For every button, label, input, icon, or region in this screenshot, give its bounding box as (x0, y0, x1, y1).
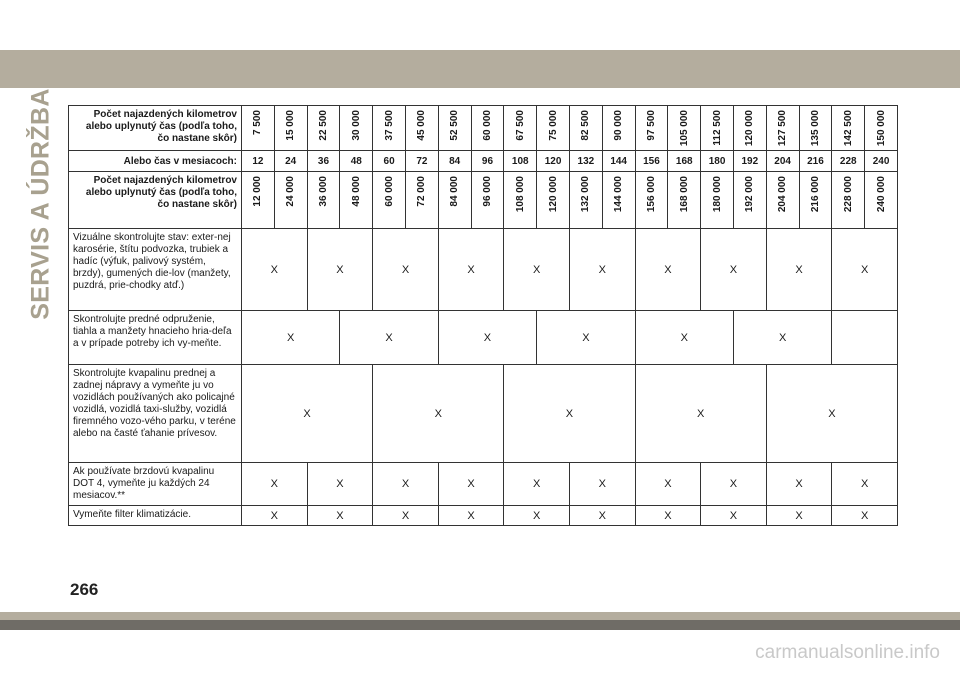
service-mark: X (569, 506, 635, 526)
service-mark: X (242, 365, 373, 463)
km-value: 22 500 (317, 110, 329, 141)
section-title-text: SERVIS A ÚDRŽBA (26, 88, 55, 320)
month-value: 156 (635, 151, 668, 172)
service-mark: X (242, 506, 308, 526)
month-value: 12 (242, 151, 275, 172)
empty-cell (832, 311, 898, 365)
footer-dark-bar (0, 620, 960, 630)
month-value: 36 (307, 151, 340, 172)
service-row-label: Skontrolujte predné odpruženie, tiahla a manžety hnacieho hria-deľa a v prípade potreby ich vy-meňte. (69, 311, 242, 365)
footer-bar (0, 612, 960, 620)
month-value: 108 (504, 151, 537, 172)
km2-value: 36 000 (317, 176, 329, 207)
service-mark: X (701, 229, 767, 311)
service-mark: X (373, 365, 504, 463)
km2-value: 72 000 (416, 176, 428, 207)
km2-value: 96 000 (481, 176, 493, 207)
month-value: 60 (373, 151, 406, 172)
months-row (69, 151, 898, 172)
month-value: 72 (405, 151, 438, 172)
km2-value: 144 000 (613, 176, 625, 213)
service-mark: X (569, 229, 635, 311)
service-mark: X (438, 311, 536, 365)
km2-value: 12 000 (252, 176, 264, 207)
service-row-label: Ak používate brzdovú kvapalinu DOT 4, vymeňte ju každých 24 mesiacov.** (69, 463, 242, 506)
km-value: 90 000 (613, 110, 625, 141)
km-value: 82 500 (580, 110, 592, 141)
month-value: 84 (438, 151, 471, 172)
service-mark: X (242, 463, 308, 506)
km2-value: 204 000 (777, 176, 789, 213)
service-mark: X (635, 506, 701, 526)
km2-header-row (69, 172, 898, 229)
service-row (69, 506, 898, 526)
service-mark: X (242, 311, 340, 365)
service-mark: X (635, 311, 733, 365)
months-label: Alebo čas v mesiacoch: (69, 151, 242, 172)
service-mark: X (569, 463, 635, 506)
service-mark: X (373, 229, 439, 311)
service-mark: X (701, 463, 767, 506)
service-mark: X (504, 463, 570, 506)
service-mark: X (766, 463, 832, 506)
km2-value: 24 000 (285, 176, 297, 207)
km-header-label: Počet najazdených kilometrov alebo uplynutý čas (podľa toho, čo nastane skôr) (69, 106, 242, 151)
km2-value: 180 000 (711, 176, 723, 213)
service-row (69, 365, 898, 463)
service-mark: X (504, 229, 570, 311)
service-mark: X (307, 229, 373, 311)
service-mark: X (307, 463, 373, 506)
page-number: 266 (70, 580, 99, 599)
service-mark: X (504, 365, 635, 463)
km-value: 37 500 (383, 110, 395, 141)
service-mark: X (438, 229, 504, 311)
km-value: 127 500 (777, 110, 789, 147)
month-value: 168 (668, 151, 701, 172)
month-value: 228 (832, 151, 865, 172)
km-value: 105 000 (678, 110, 690, 147)
km-header-row (69, 106, 898, 151)
watermark: carmanualsonline.info (755, 642, 940, 663)
km-value: 15 000 (285, 110, 297, 141)
km2-value: 132 000 (580, 176, 592, 213)
km-value: 150 000 (875, 110, 887, 147)
month-value: 96 (471, 151, 504, 172)
service-mark: X (438, 463, 504, 506)
km2-value: 108 000 (514, 176, 526, 213)
maintenance-schedule-table (68, 105, 898, 526)
service-row-label: Vymeňte filter klimatizácie. (69, 506, 242, 526)
service-mark: X (537, 311, 635, 365)
km2-value: 240 000 (875, 176, 887, 213)
km2-value: 216 000 (809, 176, 821, 213)
service-mark: X (766, 229, 832, 311)
km2-value: 228 000 (842, 176, 854, 213)
month-value: 180 (701, 151, 734, 172)
service-mark: X (733, 311, 831, 365)
top-header-bar (0, 50, 960, 88)
km2-header-label: Počet najazdených kilometrov alebo uplynutý čas (podľa toho, čo nastane skôr) (69, 172, 242, 229)
km2-value: 168 000 (678, 176, 690, 213)
month-value: 120 (537, 151, 570, 172)
month-value: 204 (766, 151, 799, 172)
service-row-label: Skontrolujte kvapalinu prednej a zadnej nápravy a vymeňte ju vo vozidlách používaných ako policajné vozidlá, vozidlá taxi-služby, vozidlá firemného vozo-vého parku, v teréne alebo na časté ťahanie prívesov. (69, 365, 242, 463)
km-value: 120 000 (744, 110, 756, 147)
service-mark: X (340, 311, 438, 365)
km-value: 7 500 (252, 110, 264, 136)
service-mark: X (307, 506, 373, 526)
month-value: 240 (865, 151, 898, 172)
km-value: 75 000 (547, 110, 559, 141)
service-mark: X (766, 365, 897, 463)
service-mark: X (242, 229, 308, 311)
service-mark: X (504, 506, 570, 526)
month-value: 192 (733, 151, 766, 172)
service-mark: X (373, 506, 439, 526)
service-mark: X (635, 463, 701, 506)
section-title (26, 88, 56, 320)
km-value: 45 000 (416, 110, 428, 141)
service-mark: X (373, 463, 439, 506)
km-value: 60 000 (481, 110, 493, 141)
km2-value: 192 000 (744, 176, 756, 213)
service-mark: X (766, 506, 832, 526)
service-mark: X (832, 463, 898, 506)
month-value: 48 (340, 151, 373, 172)
km2-value: 84 000 (449, 176, 461, 207)
top-white-band (0, 0, 960, 50)
service-row (69, 463, 898, 506)
month-value: 24 (274, 151, 307, 172)
service-mark: X (635, 229, 701, 311)
km2-value: 48 000 (350, 176, 362, 207)
service-mark: X (635, 365, 766, 463)
service-mark: X (438, 506, 504, 526)
month-value: 132 (569, 151, 602, 172)
km-value: 97 500 (645, 110, 657, 141)
month-value: 144 (602, 151, 635, 172)
service-row-label: Vizuálne skontrolujte stav: exter-nej karosérie, štítu podvozka, trubiek a hadíc (výfuk, palivový systém, brzdy), gumených die-lov (manžety, puzdrá, prie-chodky atď.) (69, 229, 242, 311)
service-mark: X (832, 506, 898, 526)
month-value: 216 (799, 151, 832, 172)
km-value: 112 500 (711, 110, 723, 146)
km2-value: 156 000 (645, 176, 657, 213)
km-value: 67 500 (514, 110, 526, 141)
km-value: 135 000 (809, 110, 821, 147)
service-mark: X (701, 506, 767, 526)
km2-value: 60 000 (383, 176, 395, 207)
service-row (69, 311, 898, 365)
km-value: 142 500 (842, 110, 854, 147)
km-value: 30 000 (350, 110, 362, 141)
km-value: 52 500 (449, 110, 461, 141)
service-row (69, 229, 898, 311)
service-mark: X (832, 229, 898, 311)
km2-value: 120 000 (547, 176, 559, 213)
